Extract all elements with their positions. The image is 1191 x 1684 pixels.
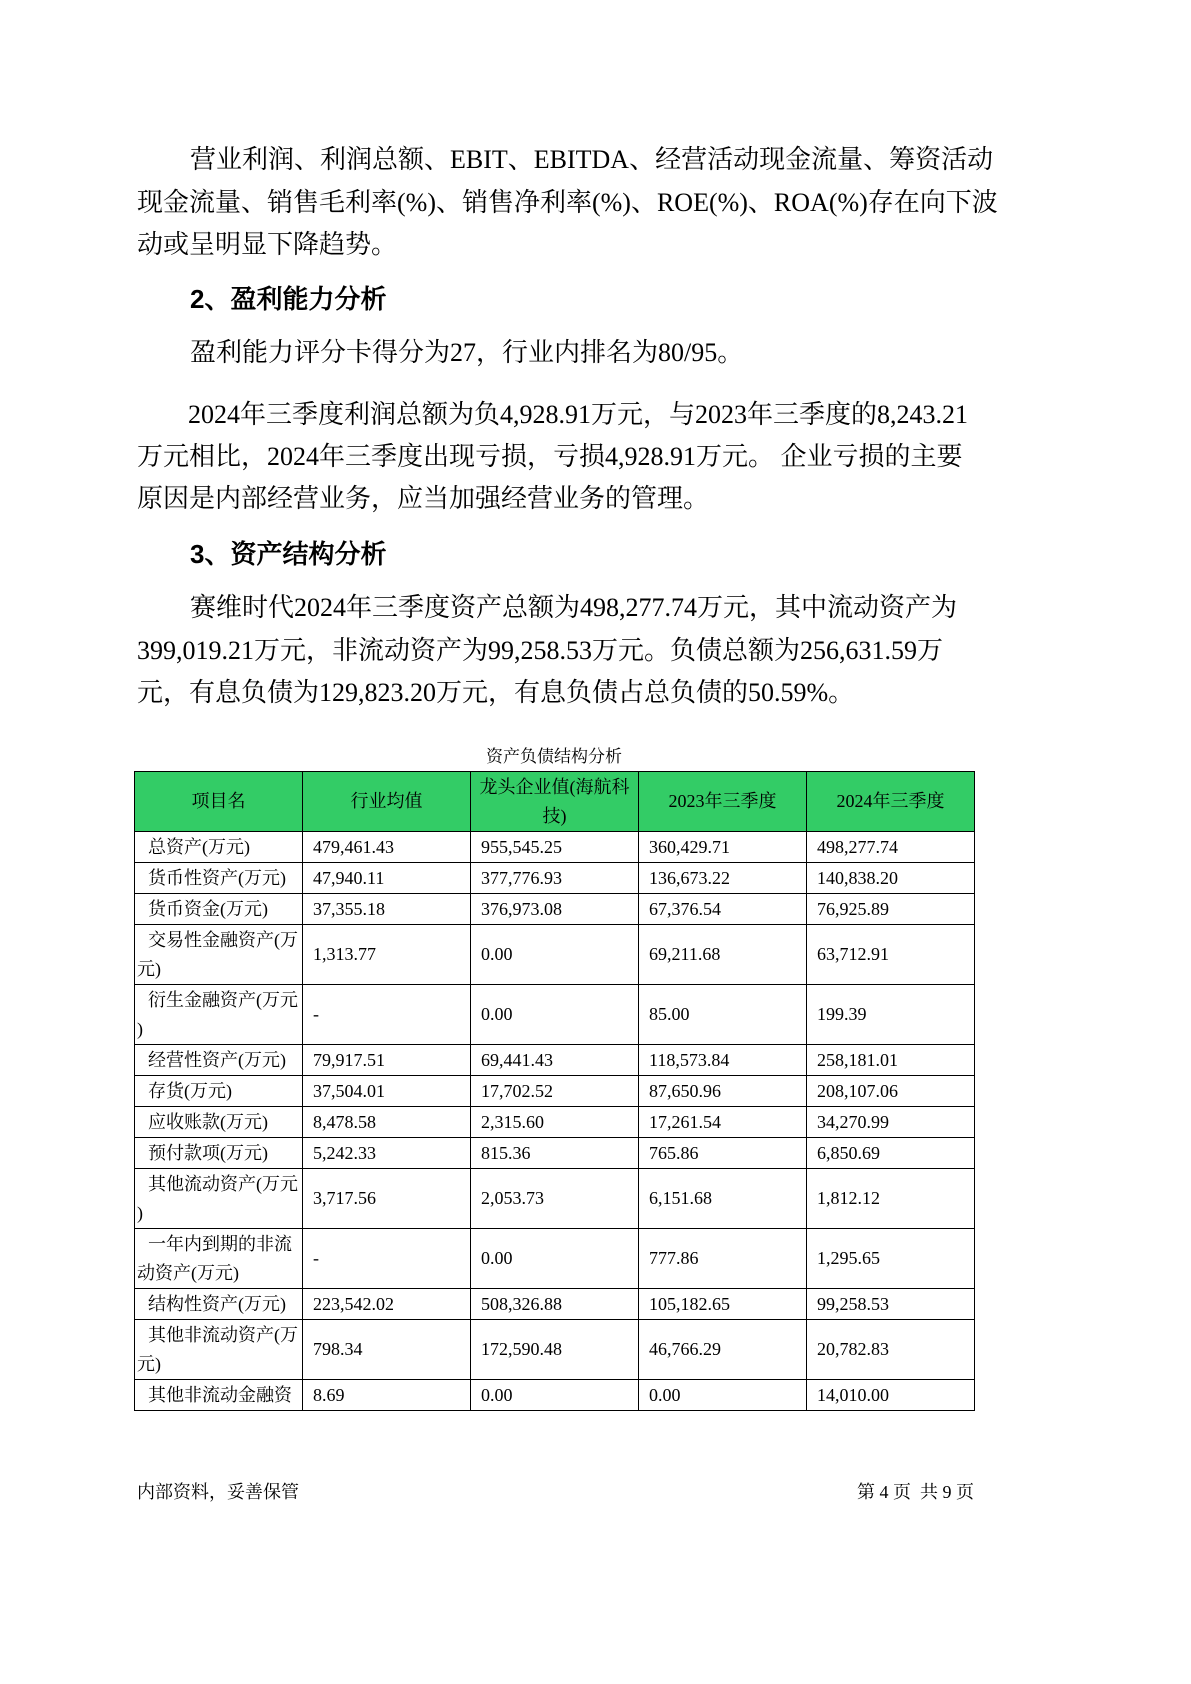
value-cell: 5,242.33 (303, 1138, 471, 1169)
row-label-cell (135, 1107, 303, 1138)
footer-confidential-note: 内部资料，妥善保管 (137, 1482, 299, 1502)
row-label-line: 元) (137, 958, 161, 979)
header-text-line: 行业均值 (350, 791, 423, 811)
row-label-cell (135, 832, 303, 863)
table-row (135, 985, 975, 1045)
paragraph-line: 万元相比，2024年三季度出现亏损，亏损4,928.91万元。 企业亏损的主要 (137, 442, 963, 471)
value-cell: 67,376.54 (639, 894, 807, 925)
row-label-cell (135, 985, 303, 1045)
table-header-cell (807, 772, 975, 832)
value-cell: 2,053.73 (471, 1169, 639, 1229)
value-cell: 508,326.88 (471, 1289, 639, 1320)
row-label-cell (135, 1229, 303, 1289)
header-text-line: 龙头企业值(海航科 (479, 776, 630, 797)
table-row (135, 1107, 975, 1138)
table-row (135, 1289, 975, 1320)
value-cell: 136,673.22 (639, 863, 807, 894)
row-label-line: 一年内到期的非流 (148, 1233, 292, 1254)
table-header-cell (135, 772, 303, 832)
header-text-line: 2023年三季度 (668, 791, 777, 811)
row-label-cell (135, 1045, 303, 1076)
value-cell: 85.00 (639, 985, 807, 1045)
value-cell: 777.86 (639, 1229, 807, 1289)
row-label-line: 元) (137, 1353, 161, 1374)
paragraph-line: 399,019.21万元，非流动资产为99,258.53万元。负债总额为256,631.59万 (137, 636, 944, 665)
table-row (135, 925, 975, 985)
value-cell: - (303, 985, 471, 1045)
table-row (135, 1229, 975, 1289)
paragraph-line: 元，有息负债为129,823.20万元，有息负债占总负债的50.59%。 (137, 678, 855, 707)
value-cell: 69,441.43 (471, 1045, 639, 1076)
table-row (135, 863, 975, 894)
paragraph-line: 现金流量、销售毛利率(%)、销售净利率(%)、ROE(%)、ROA(%)存在向下波 (137, 188, 998, 217)
value-cell: 765.86 (639, 1138, 807, 1169)
row-label-line: 衍生金融资产(万元 (148, 989, 298, 1010)
row-label-cell (135, 894, 303, 925)
row-label-line: 存货(万元) (148, 1080, 232, 1101)
value-cell: 498,277.74 (807, 832, 975, 863)
value-cell: 955,545.25 (471, 832, 639, 863)
value-cell: 14,010.00 (807, 1380, 975, 1411)
value-cell: 0.00 (471, 985, 639, 1045)
value-cell: 1,295.65 (807, 1229, 975, 1289)
table-row (135, 832, 975, 863)
value-cell: 360,429.71 (639, 832, 807, 863)
value-cell: 479,461.43 (303, 832, 471, 863)
value-cell: 76,925.89 (807, 894, 975, 925)
value-cell: 87,650.96 (639, 1076, 807, 1107)
row-label-cell (135, 1138, 303, 1169)
row-label-cell (135, 1169, 303, 1229)
value-cell: 79,917.51 (303, 1045, 471, 1076)
table-header-row (135, 772, 975, 832)
row-label-line: 交易性金融资产(万 (148, 929, 298, 950)
table-row (135, 1380, 975, 1411)
row-label-line: 货币性资产(万元) (148, 867, 286, 888)
value-cell: 377,776.93 (471, 863, 639, 894)
value-cell: 34,270.99 (807, 1107, 975, 1138)
paragraph-line: 原因是内部经营业务，应当加强经营业务的管理。 (137, 484, 710, 513)
value-cell: 99,258.53 (807, 1289, 975, 1320)
row-label-line: 其他非流动资产(万 (148, 1324, 298, 1345)
value-cell: 208,107.06 (807, 1076, 975, 1107)
value-cell: 6,850.69 (807, 1138, 975, 1169)
row-label-cell (135, 1320, 303, 1380)
section-heading-asset-structure: 3、资产结构分析 (190, 539, 387, 569)
value-cell: 376,973.08 (471, 894, 639, 925)
row-label-line: 其他非流动金融资 (148, 1384, 292, 1405)
table-body (135, 832, 975, 1411)
paragraph-line: 2024年三季度利润总额为负4,928.91万元，与2023年三季度的8,243.21 (188, 400, 969, 429)
value-cell: 0.00 (471, 1380, 639, 1411)
value-cell: 8,478.58 (303, 1107, 471, 1138)
value-cell: 172,590.48 (471, 1320, 639, 1380)
value-cell: 17,261.54 (639, 1107, 807, 1138)
table-row (135, 1045, 975, 1076)
table-row (135, 1138, 975, 1169)
row-label-cell (135, 925, 303, 985)
row-label-line: 动资产(万元) (137, 1262, 239, 1283)
value-cell: 8.69 (303, 1380, 471, 1411)
value-cell: 46,766.29 (639, 1320, 807, 1380)
value-cell: 47,940.11 (303, 863, 471, 894)
footer-page-number: 第 4 页 共 9 页 (857, 1482, 974, 1502)
row-label-line: 其他流动资产(万元 (148, 1173, 298, 1194)
value-cell: 815.36 (471, 1138, 639, 1169)
value-cell: - (303, 1229, 471, 1289)
table-header-cell (639, 772, 807, 832)
paragraph-line: 动或呈明显下降趋势。 (137, 230, 398, 259)
table-row (135, 1320, 975, 1380)
section-heading-profitability: 2、盈利能力分析 (190, 284, 387, 314)
value-cell: 63,712.91 (807, 925, 975, 985)
row-label-line: ) (137, 1202, 143, 1223)
value-cell: 798.34 (303, 1320, 471, 1380)
table-row (135, 894, 975, 925)
value-cell: 20,782.83 (807, 1320, 975, 1380)
table-row (135, 1076, 975, 1107)
row-label-line: 总资产(万元) (148, 836, 250, 857)
value-cell: 0.00 (471, 925, 639, 985)
row-label-cell (135, 1076, 303, 1107)
value-cell: 105,182.65 (639, 1289, 807, 1320)
value-cell: 17,702.52 (471, 1076, 639, 1107)
row-label-line: 结构性资产(万元) (148, 1293, 286, 1314)
header-text-line: 技) (542, 805, 567, 826)
value-cell: 0.00 (639, 1380, 807, 1411)
value-cell: 140,838.20 (807, 863, 975, 894)
value-cell: 37,355.18 (303, 894, 471, 925)
table-row (135, 1169, 975, 1229)
row-label-cell (135, 1380, 303, 1411)
header-text-line: 2024年三季度 (836, 791, 945, 811)
table-header-cell (471, 772, 639, 832)
value-cell: 3,717.56 (303, 1169, 471, 1229)
value-cell: 199.39 (807, 985, 975, 1045)
value-cell: 2,315.60 (471, 1107, 639, 1138)
paragraph-line: 盈利能力评分卡得分为27，行业内排名为80/95。 (190, 338, 744, 367)
paragraph-line: 赛维时代2024年三季度资产总额为498,277.74万元，其中流动资产为 (190, 593, 958, 622)
value-cell: 118,573.84 (639, 1045, 807, 1076)
header-text-line: 项目名 (191, 791, 246, 811)
table-caption: 资产负债结构分析 (486, 747, 622, 766)
value-cell: 1,313.77 (303, 925, 471, 985)
row-label-line: 经营性资产(万元) (148, 1049, 286, 1070)
row-label-cell (135, 863, 303, 894)
value-cell: 69,211.68 (639, 925, 807, 985)
value-cell: 258,181.01 (807, 1045, 975, 1076)
row-label-cell (135, 1289, 303, 1320)
value-cell: 6,151.68 (639, 1169, 807, 1229)
table-header-cell (303, 772, 471, 832)
value-cell: 223,542.02 (303, 1289, 471, 1320)
row-label-line: 应收账款(万元) (148, 1111, 268, 1132)
row-label-line: 货币资金(万元) (148, 898, 268, 919)
row-label-line: 预付款项(万元) (148, 1142, 268, 1163)
paragraph-line: 营业利润、利润总额、EBIT、EBITDA、经营活动现金流量、筹资活动 (190, 145, 994, 174)
row-label-line: ) (137, 1018, 143, 1039)
value-cell: 0.00 (471, 1229, 639, 1289)
value-cell: 1,812.12 (807, 1169, 975, 1229)
value-cell: 37,504.01 (303, 1076, 471, 1107)
balance-sheet-table (134, 771, 975, 1411)
